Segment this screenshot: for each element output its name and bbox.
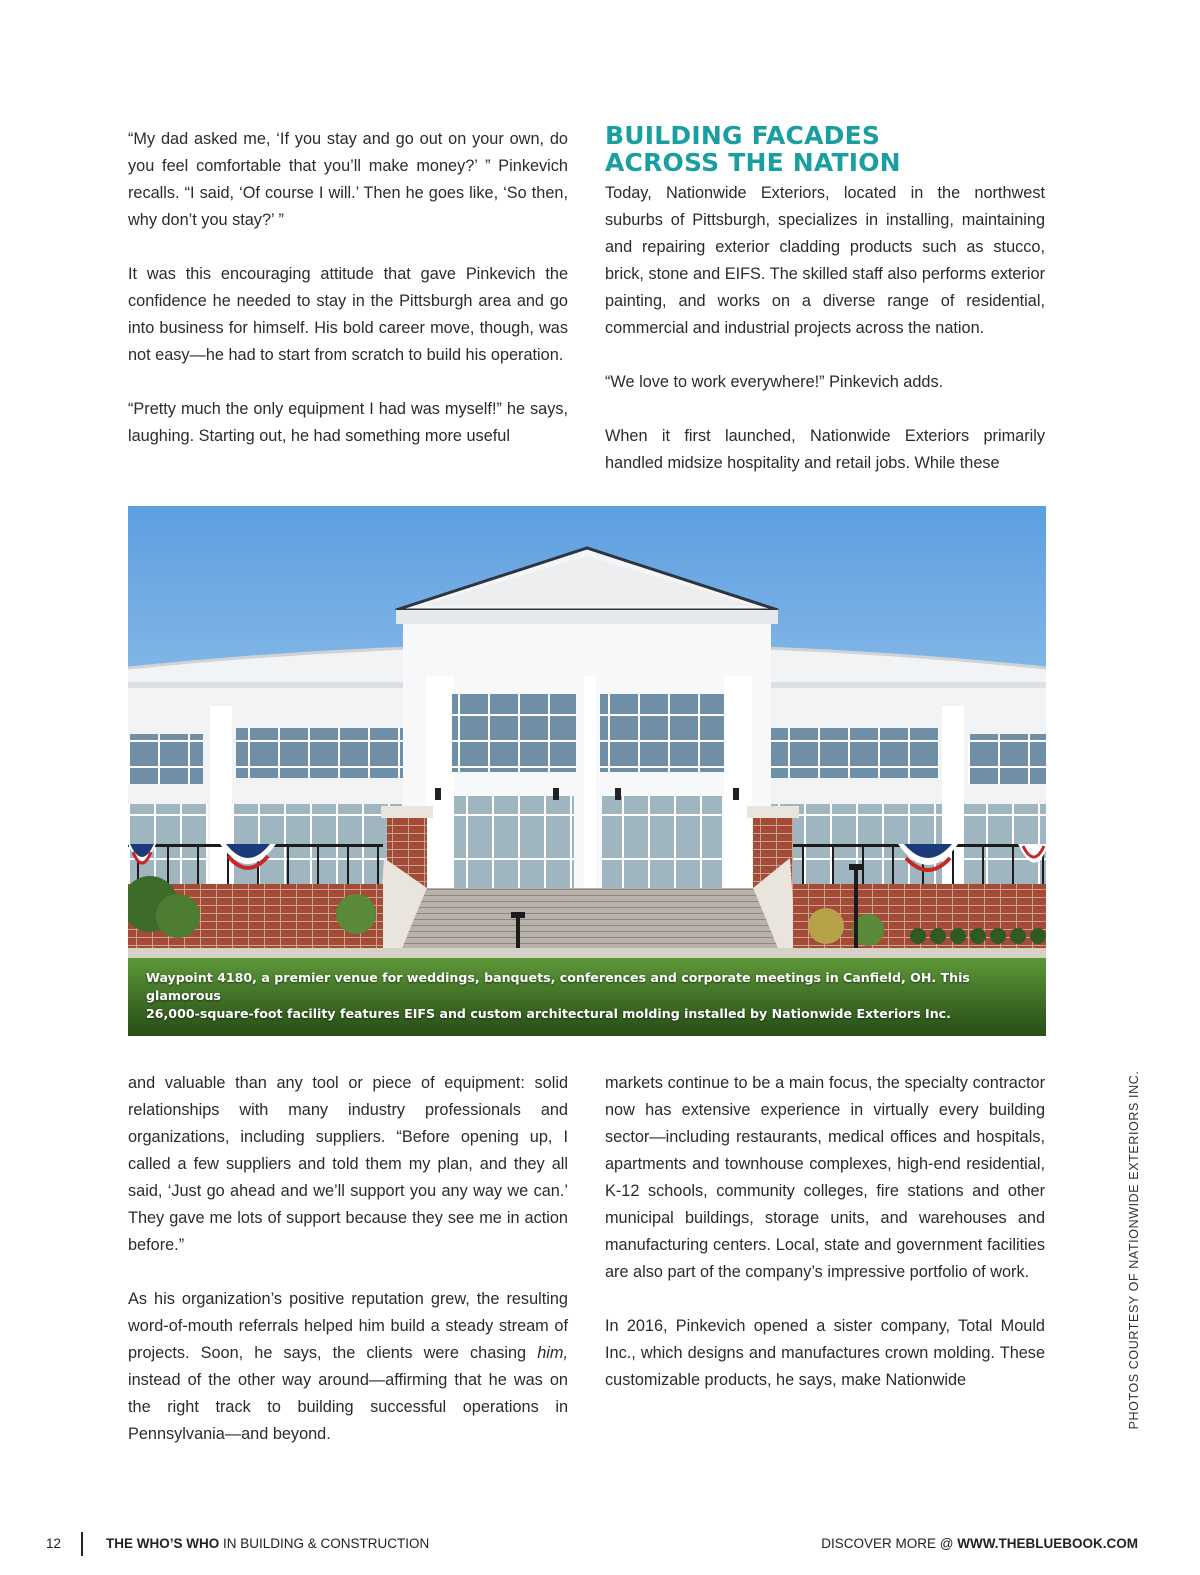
article-column-bottom-right [605,1070,1045,1394]
paragraph: and valuable than any tool or piece of equipment: solid relationships with many industry professionals and organizations, including suppliers. “Before opening up, I called a few suppliers and told them my plan, and they all said, ‘Just go ahead and we’ll support you any way we can.’ They gave me lots of support because they see me in action before.” [128,1074,568,1254]
page-footer [0,1530,1200,1558]
section-heading-line: ACROSS THE NATION [605,148,901,177]
photo-caption [146,969,1026,1023]
paragraph: “We love to work everywhere!” Pinkevich adds. [605,373,944,391]
section-heading [605,122,1045,176]
caption-line: 26,000-square-foot facility features EIFS and custom architectural molding installed by Nationwide Exteriors Inc. [146,1006,951,1021]
paragraph: In 2016, Pinkevich opened a sister company, Total Mould Inc., which designs and manufactures crown molding. These customizable products, he says, make Nationwide [605,1317,1045,1389]
section-heading-line: BUILDING FACADES [605,121,881,150]
paragraph: “Pretty much the only equipment I had was myself!” he says, laughing. Starting out, he had something more useful [128,400,568,445]
page-number: 12 [46,1536,62,1551]
building-photo [128,506,1046,1036]
article-column-bottom-left [128,1070,568,1448]
caption-line: Waypoint 4180, a premier venue for weddings, banquets, conferences and corporate meetings in Canfield, OH. This glamorous [146,970,970,1003]
paragraph [128,1286,568,1448]
publication-title-bold: THE WHO’S WHO [106,1536,220,1551]
paragraph: Today, Nationwide Exteriors, located in the northwest suburbs of Pittsburgh, specializes in installing, maintaining and repairing exterior cladding products such as stucco, brick, stone and EIFS. The skilled staff also performs exterior painting, and works on a diverse range of residential, commercial and industrial projects across the nation. [605,184,1045,337]
paragraph: It was this encouraging attitude that gave Pinkevich the confidence he needed to stay in the Pittsburgh area and go into business for himself. His bold career move, though, was not easy—he had to start from scratch to build his operation. [128,265,568,364]
article-column-top-left [128,126,568,450]
photo-credit [1126,1070,1142,1430]
publication-title-rest: IN BUILDING & CONSTRUCTION [219,1536,430,1551]
paragraph-text: instead of the other way around—affirming that he was on the right track to building successful operations in Pennsylvania—and beyond. [128,1371,568,1443]
website-link[interactable]: WWW.THEBLUEBOOK.COM [957,1536,1138,1551]
paragraph: markets continue to be a main focus, the specialty contractor now has extensive experience in virtually every building sector—including restaurants, medical offices and hospitals, apartments and townhouse complexes, high-end residential, K-12 schools, community colleges, fire stations and other municipal buildings, storage units, and warehouses and manufacturing centers. Local, state and government facilities are also part of the company’s impressive portfolio of work. [605,1074,1045,1281]
paragraph-text: As his organization’s positive reputation grew, the resulting word-of-mouth referrals helped him build a steady stream of projects. Soon, he says, the clients were chasing [128,1290,568,1362]
emphasis-text: him, [537,1344,568,1362]
paragraph: “My dad asked me, ‘If you stay and go out on your own, do you feel comfortable that you’ll make money?’ ” Pinkevich recalls. “I said, ‘Of course I will.’ Then he goes like, ‘So then, why don’t you stay?’ ” [128,130,568,229]
discover-more [821,1536,1138,1551]
paragraph: When it first launched, Nationwide Exteriors primarily handled midsize hospitality and retail jobs. While these [605,427,1045,472]
photo-credit-text: PHOTOS COURTESY OF NATIONWIDE EXTERIORS INC. [1127,1070,1141,1430]
building-illustration [128,506,1046,1036]
discover-prefix: DISCOVER MORE @ [821,1536,958,1551]
article-column-top-right [605,122,1045,477]
publication-title [106,1536,429,1551]
footer-divider [81,1532,83,1556]
